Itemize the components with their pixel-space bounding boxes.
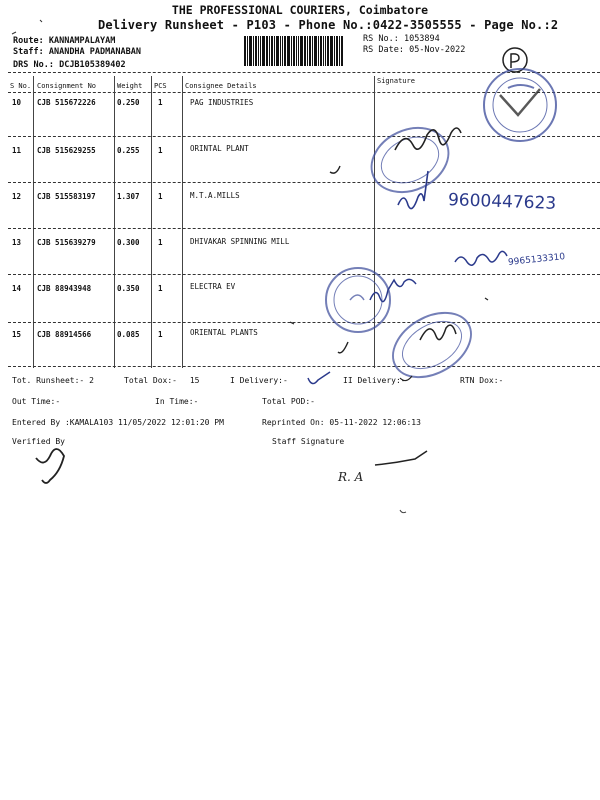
- route-value: KANNAMPALAYAM: [48, 36, 116, 46]
- drs-value: DCJB105389402: [59, 60, 126, 70]
- staff-signature-mark: [375, 451, 427, 465]
- row-consignment: CJB 88914566: [37, 330, 92, 339]
- row-pcs: 1: [158, 146, 163, 155]
- handwriting-scribble: [455, 251, 507, 265]
- column-header-consignment: Consignment No: [37, 82, 97, 90]
- row-sno: 13: [12, 238, 22, 247]
- handwritten-phone-1: 9600447623: [447, 190, 557, 214]
- column-header-consignee: Consignee Details: [185, 82, 257, 90]
- row-consignment: CJB 515629255: [37, 146, 96, 155]
- row-pcs: 1: [158, 98, 163, 107]
- rtn-dox: RTN Dox:-: [460, 376, 504, 385]
- row-sno: 14: [12, 284, 22, 293]
- row-consignee: ELECTRA EV: [190, 282, 236, 291]
- tick-mark: [308, 372, 330, 384]
- column-header-signature: Signature: [377, 77, 415, 85]
- row-sno: 11: [12, 146, 22, 155]
- oval-stamp: [382, 300, 483, 390]
- rs-date-value: 05-Nov-2022: [409, 45, 466, 55]
- row-consignee: ORIENTAL PLANTS: [190, 328, 258, 337]
- row-weight: 0.300: [117, 238, 140, 247]
- row-consignee: PAG INDUSTRIES: [190, 98, 254, 107]
- row-consignee: ORINTAL PLANT: [190, 144, 249, 153]
- row-weight: 0.350: [117, 284, 140, 293]
- company-title: THE PROFESSIONAL COURIERS, Coimbatore: [171, 3, 429, 17]
- round-stamp: [484, 69, 556, 141]
- staff-label: Staff:: [13, 47, 44, 57]
- rs-no-value: 1053894: [403, 34, 440, 44]
- row-weight: 0.255: [117, 146, 140, 155]
- row-consignee: DHIVAKAR SPINNING MILL: [190, 237, 290, 246]
- scribble-mark: [12, 20, 42, 34]
- row-weight: 0.250: [117, 98, 140, 107]
- row-sno: 15: [12, 330, 22, 339]
- total-dox-value: 15: [189, 376, 200, 385]
- reprinted-on: Reprinted On: 05-11-2022 12:06:13: [262, 418, 421, 427]
- ii-delivery: II Delivery:-: [343, 376, 406, 385]
- row-consignment: CJB 515672226: [37, 98, 96, 107]
- tick-mark: [290, 322, 294, 324]
- signature-scribble: [420, 325, 456, 340]
- runsheet-title: Delivery Runsheet - P103 - Phone No.:0422-3505555 - Page No.:2: [98, 18, 559, 32]
- row-pcs: 1: [158, 192, 163, 201]
- column-header-pcs: PCS: [154, 82, 167, 90]
- tick-mark: [485, 298, 488, 300]
- row-consignment: CJB 515639279: [37, 238, 96, 247]
- row-weight: 1.307: [117, 192, 140, 201]
- rs-date-label: RS Date:: [363, 45, 404, 55]
- column-header-sno: S No.: [10, 82, 32, 90]
- tick-mark: [338, 342, 348, 353]
- staff-signature-label: Staff Signature: [272, 437, 345, 446]
- row-consignment: CJB 88943948: [37, 284, 92, 293]
- verified-by-label: Verified By: [12, 437, 65, 446]
- column-header-weight: Weight: [117, 82, 143, 90]
- verified-signature: [36, 449, 64, 483]
- tick-mark: [330, 166, 340, 173]
- total-pod: Total POD:-: [262, 397, 315, 406]
- row-consignment: CJB 515583197: [37, 192, 96, 201]
- row-pcs: 1: [158, 330, 163, 339]
- rs-no-label: RS No.:: [363, 34, 399, 44]
- tot-runsheet: Tot. Runsheet:- 2: [12, 376, 94, 385]
- handwritten-staff-sign: R. A: [338, 470, 364, 484]
- in-time: In Time:-: [155, 397, 199, 406]
- handwritten-phone-2: 9965133310: [507, 252, 566, 268]
- total-dox-label: Total Dox:-: [124, 376, 177, 385]
- out-time: Out Time:-: [12, 397, 61, 406]
- row-weight: 0.085: [117, 330, 140, 339]
- route-label: Route:: [13, 36, 44, 46]
- stray-mark: [400, 510, 406, 513]
- oval-stamp: [361, 116, 459, 204]
- signature-scribble: [370, 279, 416, 301]
- drs-label: DRS No.:: [13, 60, 54, 70]
- row-consignee: M.T.A.MILLS: [190, 191, 240, 200]
- staff-value: ANANDHA PADMANABAN: [48, 47, 141, 57]
- row-sno: 12: [12, 192, 22, 201]
- row-sno: 10: [12, 98, 22, 107]
- row-pcs: 1: [158, 238, 163, 247]
- i-delivery: I Delivery:-: [230, 376, 288, 385]
- row-pcs: 1: [158, 284, 163, 293]
- entered-by: Entered By :KAMALA103 11/05/2022 12:01:20 PM: [12, 418, 224, 427]
